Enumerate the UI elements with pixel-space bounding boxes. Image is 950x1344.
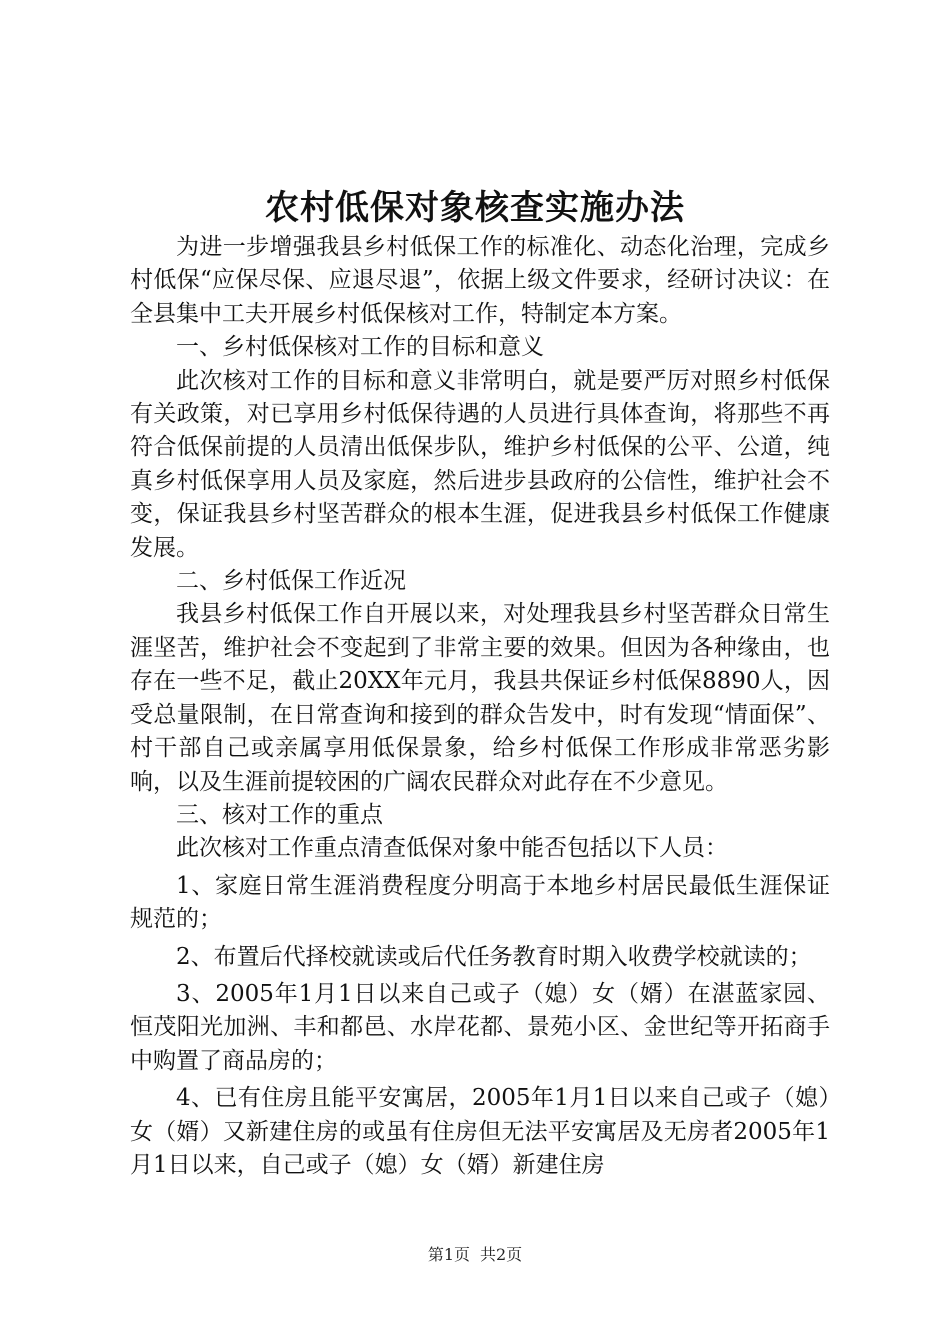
list-item-3: 3、2005年1月1日以来自己或子（媳）女（婿）在湛蓝家园、恒茂阳光加洲、丰和都邑、水岸花都、景苑小区、金世纪等开拓商手中购置了商品房的； [130,980,830,1074]
section-heading-1: 一、乡村低保核对工作的目标和意义 [176,334,544,361]
document-body [130,231,830,1182]
section-heading-2: 二、乡村低保工作近况 [176,568,406,595]
page-total: 共2页 [480,1245,523,1264]
paragraph-goals: 此次核对工作的目标和意义非常明白，就是要严厉对照乡村低保有关政策，对已享用乡村低保待遇的人员进行具体查询，将那些不再符合低保前提的人员清出低保步队，维护乡村低保的公平、公道，纯真乡村低保享用人员及家庭，然后进步县政府的公信性，维护社会不变，保证我县乡村坚苦群众的根本生涯，促进我县乡村低保工作健康发展。 [130,367,830,561]
document-title: 农村低保对象核查实施办法 [265,188,685,228]
paragraph-status: 我县乡村低保工作自开展以来，对处理我县乡村坚苦群众日常生涯坚苦，维护社会不变起到了非常主要的效果。但因为各种缘由，也存在一些不足，截止20XX年元月，我县共保证乡村低保8890人，因受总量限制，在日常查询和接到的群众告发中，时有发现“情面保”、村干部自己或亲属享用低保景象，给乡村低保工作形成非常恶劣影响，以及生涯前提较困的广阔农民群众对此存在不少意见。 [130,601,830,795]
paragraph-intro: 为进一步增强我县乡村低保工作的标准化、动态化治理，完成乡村低保“应保尽保、应退尽退”，依据上级文件要求，经研讨决议：在全县集中工夫开展乡村低保核对工作，特制定本方案。 [130,234,830,327]
page-number: 第1页 [427,1245,470,1264]
list-item-4: 4、已有住房且能平安寓居，2005年1月1日以来自己或子（媳）女（婿）又新建住房的或虽有住房但无法平安寓居及无房者2005年1月1日以来，自己或子（媳）女（婿）新建住房 [130,1085,830,1178]
list-item-2: 2、布置后代择校就读或后代任务教育时期入收费学校就读的； [176,943,812,970]
page-footer [0,1243,950,1267]
section-heading-3: 三、核对工作的重点 [176,801,383,828]
list-item-1: 1、家庭日常生涯消费程度分明高于本地乡村居民最低生涯保证规范的； [130,872,830,933]
paragraph-focus-intro: 此次核对工作重点清查低保对象中能否包括以下人员： [176,835,728,862]
